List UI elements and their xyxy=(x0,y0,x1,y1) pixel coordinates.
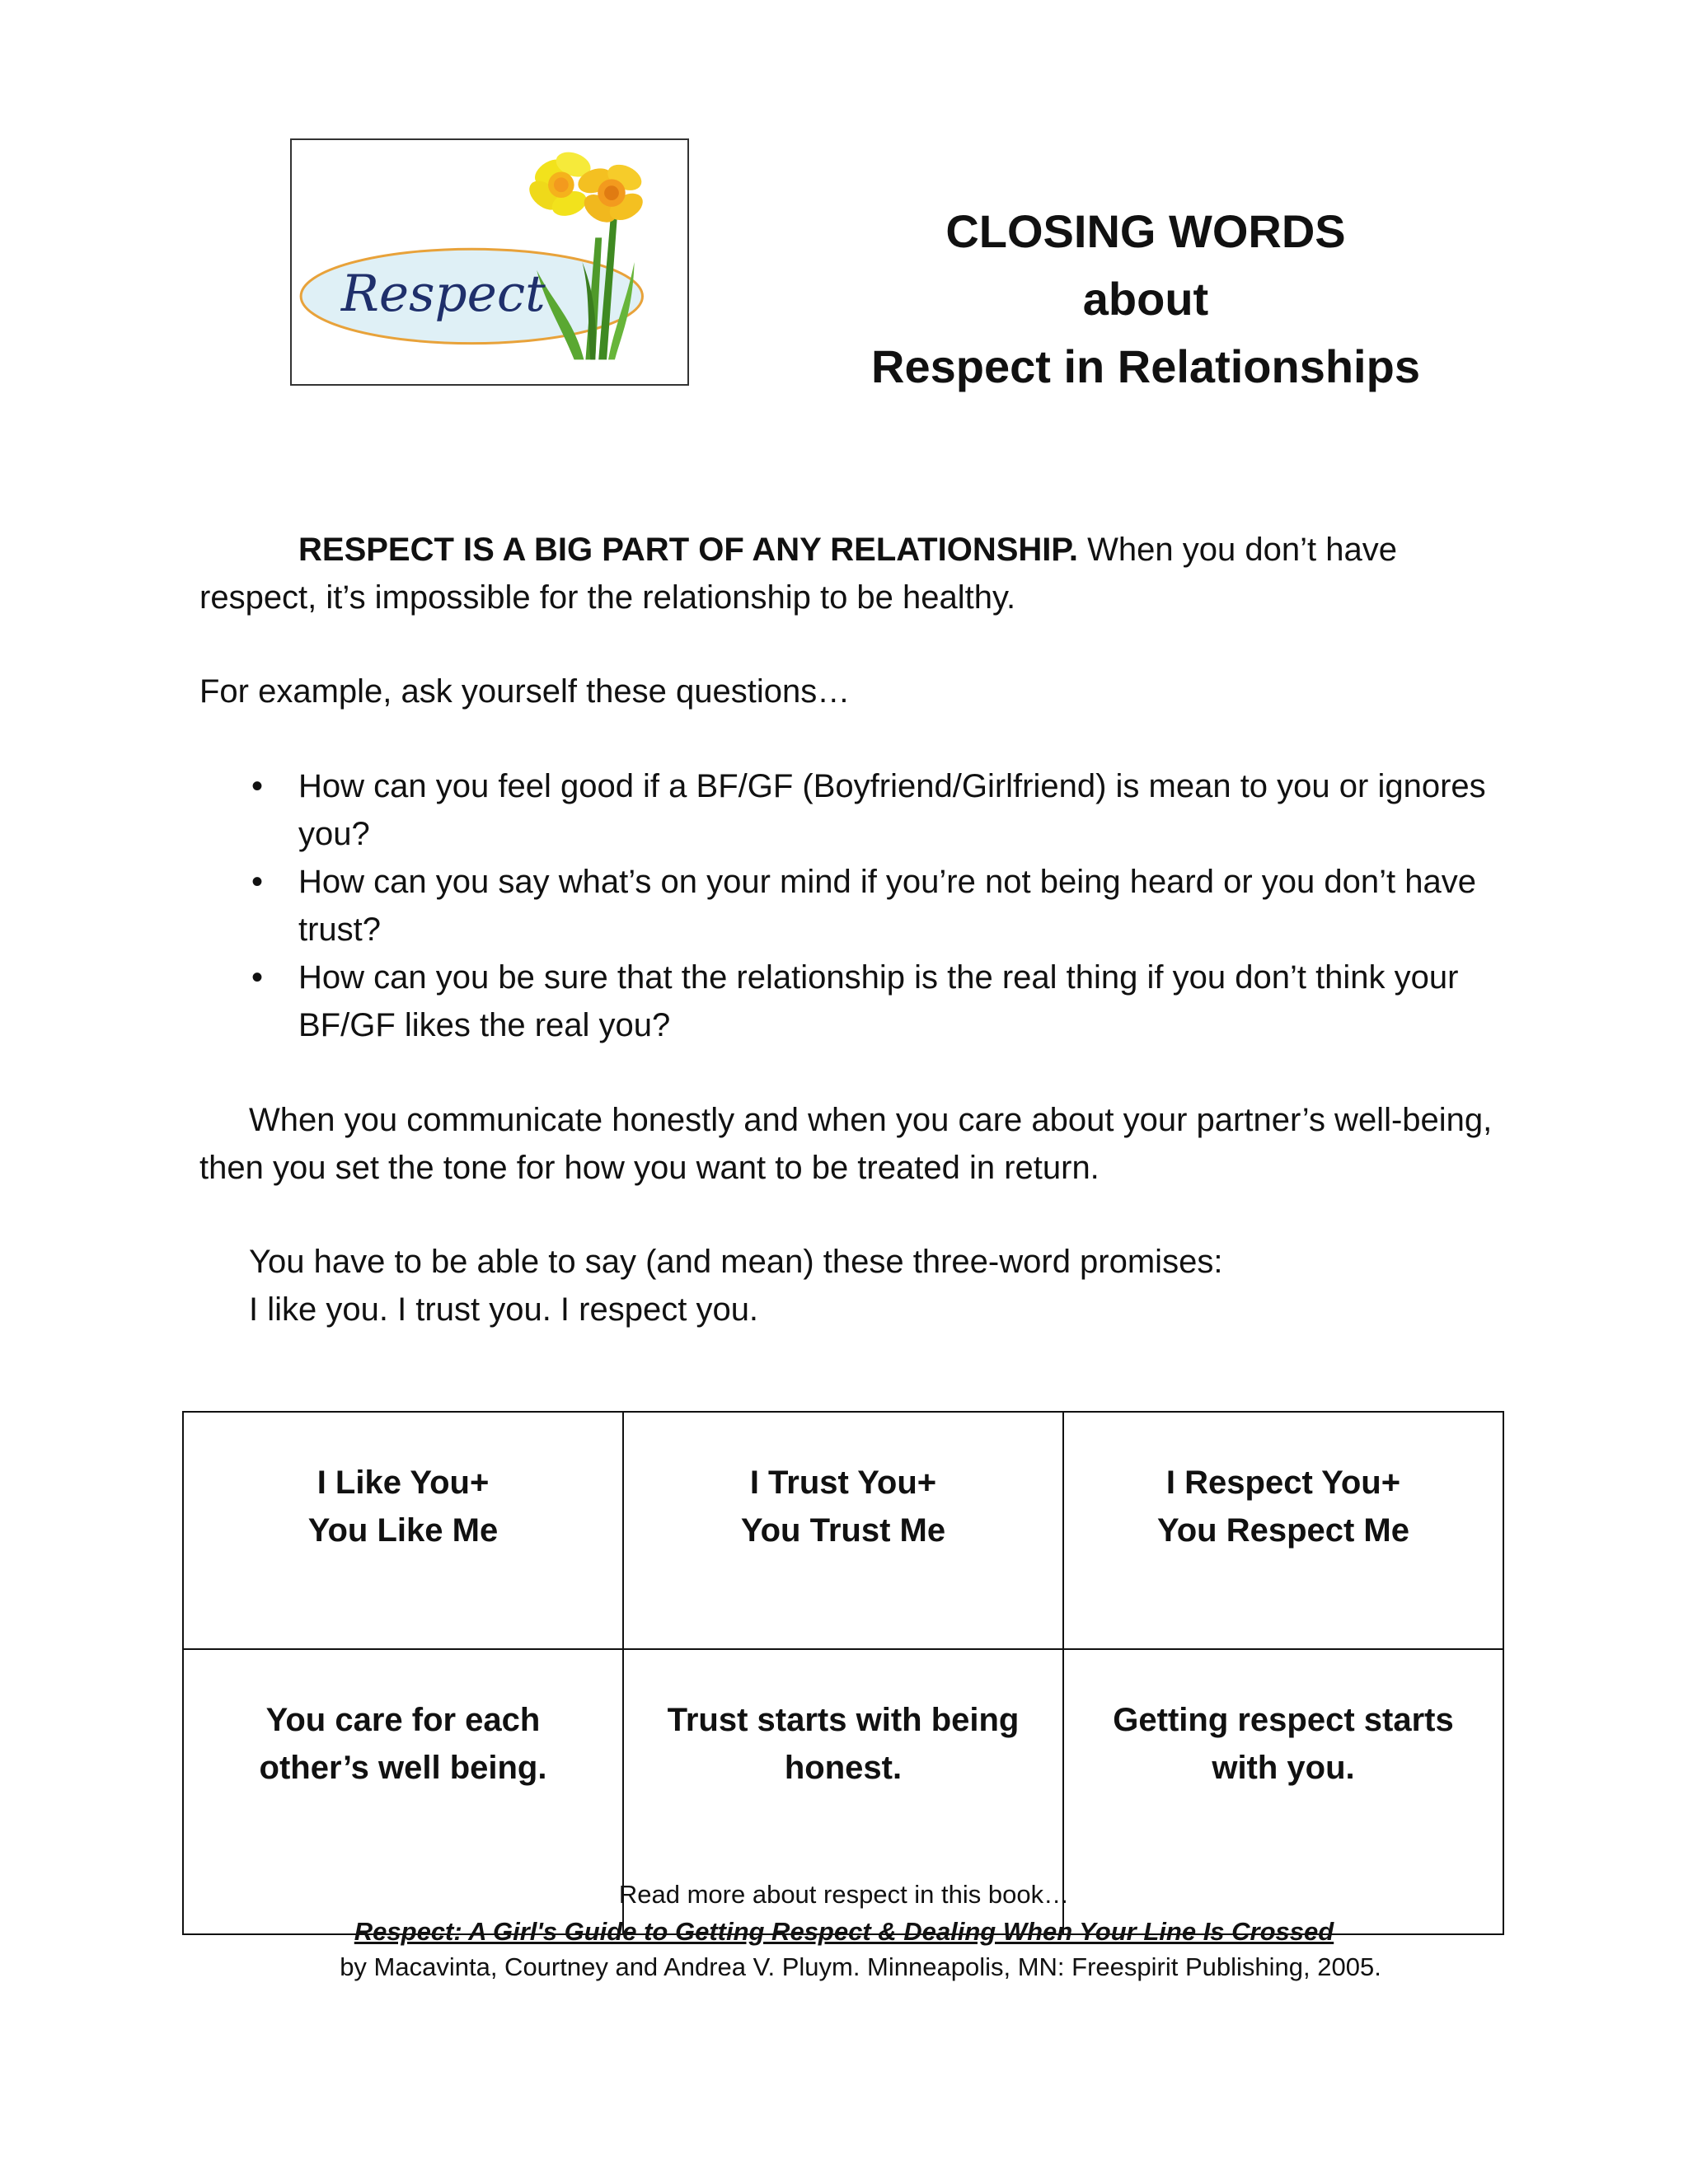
table-cell: I Like You+ You Like Me xyxy=(183,1412,623,1649)
intro-lead: RESPECT IS A BIG PART OF ANY RELATIONSHIP. xyxy=(298,532,1079,568)
intro-paragraph xyxy=(199,526,1518,621)
table-cell: Trust starts with being honest. xyxy=(623,1649,1063,1934)
communicate-paragraph: When you communicate honestly and when you care about your partner’s well-being, then you set the tone for how you want to be treated in return. xyxy=(199,1102,1493,1186)
page-title xyxy=(824,198,1467,401)
title-line-1: CLOSING WORDS xyxy=(945,205,1346,257)
respect-table xyxy=(182,1411,1504,1935)
book-title: Respect: A Girl's Guide to Getting Respect & Dealing When Your Line Is Crossed xyxy=(354,1917,1334,1946)
respect-logo xyxy=(290,138,689,386)
bullet-icon: • xyxy=(251,864,263,900)
promises-paragraph xyxy=(199,1238,1518,1333)
title-line-3: Respect in Relationships xyxy=(871,340,1420,392)
example-prompt: For example, ask yourself these questions… xyxy=(199,673,851,710)
bullet-icon: • xyxy=(251,959,263,996)
promises-line-2: I like you. I trust you. I respect you. xyxy=(249,1291,759,1328)
question-list xyxy=(199,762,1518,1049)
book-citation: by Macavinta, Courtney and Andrea V. Pluym. Minneapolis, MN: Freespirit Publishing, 2005. xyxy=(340,1952,1381,1981)
footer-intro: Read more about respect in this book… xyxy=(618,1880,1070,1909)
table-cell: I Trust You+ You Trust Me xyxy=(623,1412,1063,1649)
logo-word: Respect xyxy=(340,265,546,324)
list-item: • How can you feel good if a BF/GF (Boyfriend/Girlfriend) is mean to you or ignores you? xyxy=(199,762,1518,858)
daffodil-icon xyxy=(292,140,687,384)
list-item: • How can you be sure that the relationship is the real thing if you don’t think your BF/GF likes the real you? xyxy=(199,954,1518,1049)
intro-rest: When you don’t have respect, it’s impossible for the relationship to be healthy. xyxy=(199,532,1397,616)
table-cell: I Respect You+ You Respect Me xyxy=(1063,1412,1503,1649)
list-item: • How can you say what’s on your mind if you’re not being heard or you don’t have trust? xyxy=(199,858,1518,954)
table-row xyxy=(183,1412,1503,1649)
table-cell: You care for each other’s well being. xyxy=(183,1649,623,1934)
promises-line-1: You have to be able to say (and mean) these three-word promises: xyxy=(249,1244,1223,1280)
title-line-2: about xyxy=(1082,273,1209,325)
bullet-icon: • xyxy=(251,768,263,804)
table-cell: Getting respect starts with you. xyxy=(1063,1649,1503,1934)
